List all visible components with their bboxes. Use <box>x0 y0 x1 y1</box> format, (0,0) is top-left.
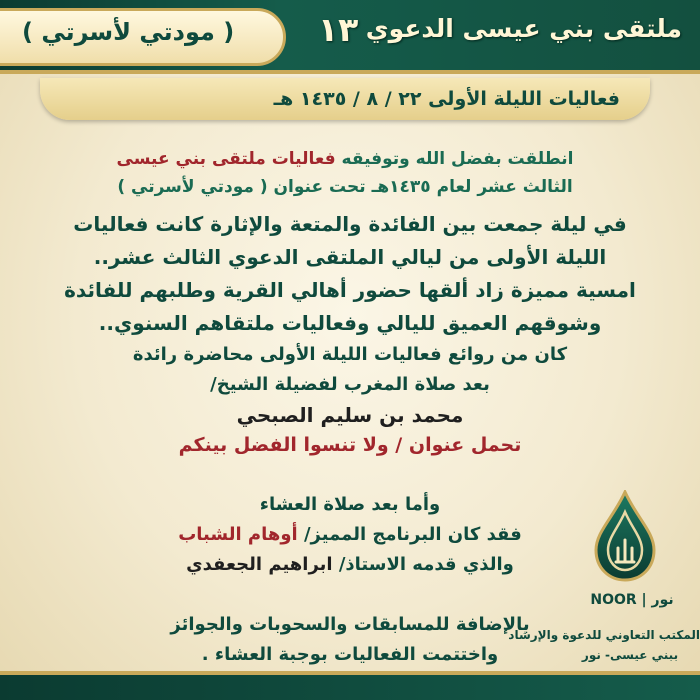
isha-line: وأما بعد صلاة العشاء <box>259 494 441 515</box>
body-line-3: امسية مميزة زاد ألقها حضور أهالي القرية وطلبهم للفائدة <box>64 278 636 302</box>
edition-number: ١٣ <box>318 10 359 49</box>
presenter-prefix: والذي قدمه الاستاذ/ <box>332 554 514 575</box>
presenter-name: ابراهيم الجعفدي <box>186 554 333 575</box>
intro-line-1-a: انطلقت بفضل الله وتوفيقه <box>335 149 574 169</box>
forum-title: ملتقى بني عيسى الدعوي <box>365 14 682 43</box>
closing-line-2: واختتمت الفعاليات بوجبة العشاء . <box>201 644 499 665</box>
body-line-4: وشوقهم العميق لليالي وفعاليات ملتقاهم السنوي.. <box>98 311 602 335</box>
closing-line-1: بالإضافة للمسابقات والسحوبات والجوائز <box>170 614 530 635</box>
program-prefix: فقد كان البرنامج المميز/ <box>297 524 522 545</box>
office-name <box>508 625 700 665</box>
date-text: فعاليات الليلة الأولى ٢٢ / ٨ / ١٤٣٥ هـ <box>273 88 620 110</box>
header-gold-line <box>0 70 700 74</box>
body-line-2: الليلة الأولى من ليالي الملتقى الدعوي الثالث عشر.. <box>93 245 607 269</box>
footer-band <box>0 675 700 700</box>
intro-line-1 <box>40 145 650 173</box>
lecture-title: ولا تنسوا الفضل بينكم <box>178 434 389 456</box>
theme-title: ( مودتي لأسرتي ) <box>22 18 235 46</box>
office-line-1: المكتب التعاوني للدعوة والإرشاد <box>508 628 700 642</box>
drop-logo-icon <box>592 490 658 582</box>
lecture-prefix: تحمل عنوان / <box>388 434 522 456</box>
intro-line-2: الثالث عشر لعام ١٤٣٥هـ تحت عنوان ( مودتي لأسرتي ) <box>117 177 573 197</box>
program-title: أوهام الشباب <box>178 524 298 545</box>
body-line-6: بعد صلاة المغرب لفضيلة الشيخ/ <box>210 374 490 395</box>
body-line-1: في ليلة جمعت بين الفائدة والمتعة والإثارة كانت فعاليات <box>73 212 627 236</box>
intro-text <box>40 145 650 201</box>
body-line-5: كان من روائع فعاليات الليلة الأولى محاضرة رائدة <box>132 344 568 365</box>
lecture-line <box>30 430 670 460</box>
sheikh-name: محمد بن سليم الصبحي <box>236 403 464 427</box>
intro-line-1-b: فعاليات ملتقى بني عيسى <box>116 149 336 169</box>
office-line-2: ببني عيسى- نور <box>581 648 679 662</box>
noor-brand: NOOR | نور <box>590 592 674 608</box>
